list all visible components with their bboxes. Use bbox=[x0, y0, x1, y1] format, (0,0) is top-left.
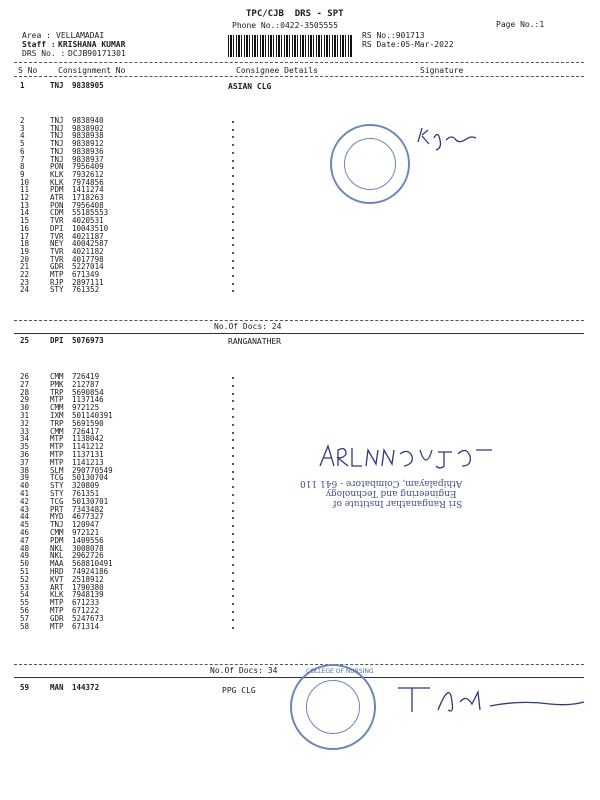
origin-code: MTP bbox=[50, 395, 64, 405]
consignment-number: 4677327 bbox=[72, 512, 104, 522]
dot-marker bbox=[232, 416, 234, 418]
serial-number: 15 bbox=[20, 216, 30, 226]
consignment-number: 1141212 bbox=[72, 442, 104, 452]
dot-marker bbox=[232, 244, 234, 246]
serial-number: 23 bbox=[20, 277, 30, 287]
consignment-number: 320809 bbox=[72, 481, 100, 491]
consignment-number: 7343482 bbox=[72, 504, 104, 514]
dot-marker bbox=[232, 486, 234, 488]
consignment-row bbox=[0, 684, 600, 692]
docs-count: No.Of Docs: 24 bbox=[214, 322, 282, 331]
dot-marker bbox=[232, 627, 234, 629]
dot-marker bbox=[232, 447, 234, 449]
dot-marker bbox=[232, 525, 234, 527]
dot-marker bbox=[232, 556, 234, 558]
origin-code: ATR bbox=[50, 193, 64, 202]
dot-marker bbox=[232, 439, 234, 441]
origin-code: IXM bbox=[50, 411, 64, 420]
dot-marker bbox=[232, 611, 234, 613]
serial-number: 24 bbox=[20, 285, 30, 295]
origin-code: MAA bbox=[50, 559, 64, 569]
dot-marker bbox=[232, 229, 234, 231]
origin-code: TVR bbox=[50, 254, 64, 264]
consignment-number: 7932612 bbox=[72, 169, 104, 179]
origin-code: GDR bbox=[50, 613, 64, 623]
origin-code: DPI bbox=[50, 223, 64, 233]
dot-marker bbox=[232, 603, 234, 605]
dot-marker bbox=[232, 471, 234, 473]
origin-code: KLK bbox=[50, 590, 64, 600]
drs-label: DRS No. : bbox=[22, 49, 66, 58]
origin-code: PDM bbox=[50, 185, 64, 195]
consignment-number: 10043510 bbox=[72, 223, 109, 233]
consignment-row bbox=[0, 286, 600, 294]
origin-code: TNJ bbox=[50, 131, 64, 141]
column-sno: S No bbox=[18, 66, 38, 75]
serial-number: 3 bbox=[20, 123, 25, 133]
nursing-seal-label: COLLEGE OF NURSING bbox=[306, 668, 374, 675]
serial-number: 46 bbox=[20, 528, 30, 537]
origin-code: TNJ bbox=[50, 520, 64, 530]
origin-code: NKL bbox=[50, 543, 64, 553]
origin-code: PON bbox=[50, 200, 64, 210]
group-divider bbox=[14, 677, 584, 678]
phone-number: Phone No.:0422-3505555 bbox=[232, 21, 338, 30]
column-consignment: Consignment No bbox=[58, 66, 126, 75]
dot-marker bbox=[232, 290, 234, 292]
dot-marker bbox=[232, 283, 234, 285]
docs-count: No.Of Docs: 34 bbox=[210, 666, 278, 675]
consignment-number: 50130701 bbox=[72, 496, 109, 506]
dot-marker bbox=[232, 267, 234, 269]
dot-marker bbox=[232, 510, 234, 512]
dot-marker bbox=[232, 393, 234, 395]
serial-number: 48 bbox=[20, 543, 30, 553]
serial-number: 22 bbox=[20, 270, 30, 279]
serial-number: 50 bbox=[20, 559, 30, 569]
dot-marker bbox=[232, 129, 234, 131]
consignment-number: 55185553 bbox=[72, 208, 109, 218]
dot-marker bbox=[232, 502, 234, 504]
serial-number: 52 bbox=[20, 574, 30, 584]
origin-code: CDM bbox=[50, 208, 64, 218]
origin-code: MTP bbox=[50, 442, 64, 452]
origin-code: PMK bbox=[50, 379, 64, 389]
dot-marker bbox=[232, 190, 234, 192]
column-signature: Signature bbox=[420, 66, 464, 75]
origin-code: TNJ bbox=[50, 81, 64, 90]
origin-code: MYD bbox=[50, 512, 64, 522]
origin-code: MTP bbox=[50, 621, 64, 631]
serial-number: 42 bbox=[20, 496, 30, 506]
dot-marker bbox=[232, 400, 234, 402]
drs-value: DCJB90171301 bbox=[68, 49, 126, 58]
consignment-number: 1137131 bbox=[72, 450, 104, 459]
consignment-number: 7974856 bbox=[72, 177, 104, 187]
serial-number: 13 bbox=[20, 200, 30, 210]
consignment-number: 7948139 bbox=[72, 590, 104, 600]
consignment-number: 4021182 bbox=[72, 246, 104, 256]
consignment-number: 1409556 bbox=[72, 535, 104, 545]
dot-marker bbox=[232, 424, 234, 426]
origin-code: PON bbox=[50, 162, 64, 172]
origin-code: TVR bbox=[50, 216, 64, 226]
consignment-row bbox=[0, 623, 600, 631]
consignment-number: 7956409 bbox=[72, 162, 104, 172]
dot-marker bbox=[232, 564, 234, 566]
dot-marker bbox=[232, 572, 234, 574]
dot-marker bbox=[232, 377, 234, 379]
origin-code: TVR bbox=[50, 231, 64, 241]
serial-number: 53 bbox=[20, 582, 30, 592]
serial-number: 31 bbox=[20, 411, 30, 420]
serial-number: 29 bbox=[20, 395, 30, 405]
origin-code: STY bbox=[50, 489, 64, 498]
origin-code: PRT bbox=[50, 504, 64, 514]
origin-code: TNJ bbox=[50, 146, 64, 156]
consignment-number: 1790380 bbox=[72, 582, 104, 592]
dot-marker bbox=[232, 221, 234, 223]
consignee-name: PPG CLG bbox=[222, 686, 256, 695]
serial-number: 35 bbox=[20, 442, 30, 452]
dot-marker bbox=[232, 463, 234, 465]
consignment-number: 5076973 bbox=[72, 336, 104, 345]
origin-code: TNJ bbox=[50, 123, 64, 133]
consignment-number: 4020531 bbox=[72, 216, 104, 226]
dot-marker bbox=[232, 213, 234, 215]
consignment-number: 9838936 bbox=[72, 146, 104, 156]
area-value: VELLAMADAI bbox=[56, 31, 105, 40]
consignment-number: 50130704 bbox=[72, 473, 109, 483]
consignment-number: 144372 bbox=[72, 683, 100, 692]
serial-number: 10 bbox=[20, 177, 30, 187]
origin-code: PDM bbox=[50, 535, 64, 545]
consignee-name: ASIAN CLG bbox=[228, 82, 272, 91]
barcode-image bbox=[228, 35, 352, 57]
serial-number: 8 bbox=[20, 162, 25, 172]
consignment-number: 1718263 bbox=[72, 193, 104, 202]
sheet-title: TPC/CJB DRS - SPT bbox=[246, 9, 344, 19]
serial-number: 2 bbox=[20, 116, 25, 125]
dot-marker bbox=[232, 408, 234, 410]
origin-code: CMM bbox=[50, 372, 64, 381]
serial-number: 49 bbox=[20, 551, 30, 561]
serial-number: 1 bbox=[20, 81, 25, 90]
consignment-number: 4017798 bbox=[72, 254, 104, 264]
consignment-number: 9838940 bbox=[72, 116, 104, 125]
dot-marker bbox=[232, 385, 234, 387]
consignment-number: 671222 bbox=[72, 606, 100, 615]
serial-number: 34 bbox=[20, 434, 30, 444]
consignment-number: 7956408 bbox=[72, 200, 104, 210]
serial-number: 27 bbox=[20, 379, 30, 389]
origin-code: DPI bbox=[50, 336, 64, 345]
serial-number: 26 bbox=[20, 372, 30, 381]
serial-number: 38 bbox=[20, 465, 30, 475]
dot-marker bbox=[232, 260, 234, 262]
origin-code: STY bbox=[50, 285, 64, 295]
dot-marker bbox=[232, 494, 234, 496]
column-consignee: Consignee Details bbox=[236, 66, 318, 75]
serial-number: 12 bbox=[20, 193, 30, 202]
origin-code: MTP bbox=[50, 598, 64, 608]
origin-code: MTP bbox=[50, 434, 64, 444]
serial-number: 43 bbox=[20, 504, 30, 514]
serial-number: 6 bbox=[20, 146, 25, 156]
origin-code: ART bbox=[50, 582, 64, 592]
serial-number: 58 bbox=[20, 621, 30, 631]
consignment-number: 212787 bbox=[72, 379, 100, 389]
dot-marker bbox=[232, 183, 234, 185]
consignment-number: 4021187 bbox=[72, 231, 104, 241]
consignment-number: 5691590 bbox=[72, 418, 104, 428]
origin-code: TRP bbox=[50, 387, 64, 397]
dot-marker bbox=[232, 517, 234, 519]
consignment-number: 1137146 bbox=[72, 395, 104, 405]
consignment-number: 726417 bbox=[72, 426, 100, 436]
serial-number: 20 bbox=[20, 254, 30, 264]
serial-number: 30 bbox=[20, 403, 30, 413]
consignment-number: 3008078 bbox=[72, 543, 104, 553]
group-divider bbox=[14, 333, 584, 334]
dot-marker bbox=[232, 144, 234, 146]
serial-number: 32 bbox=[20, 418, 30, 428]
origin-code: KLK bbox=[50, 177, 64, 187]
consignment-row bbox=[0, 337, 600, 345]
dot-marker bbox=[232, 588, 234, 590]
serial-number: 36 bbox=[20, 450, 30, 459]
origin-code: NEY bbox=[50, 239, 64, 249]
serial-number: 25 bbox=[20, 336, 30, 345]
origin-code: TNJ bbox=[50, 139, 64, 149]
serial-number: 11 bbox=[20, 185, 30, 195]
consignee-name: RANGANATHER bbox=[228, 337, 281, 346]
origin-code: CMM bbox=[50, 403, 64, 413]
mirrored-institute-stamp: Sri Ranganathar Institute of Engineering and Technology Athipalayam, Coimbatore - 641 110 bbox=[300, 478, 463, 508]
dot-marker bbox=[232, 160, 234, 162]
dot-marker bbox=[232, 152, 234, 154]
origin-code: SLM bbox=[50, 465, 64, 475]
consignment-number: 9838905 bbox=[72, 81, 104, 90]
origin-code: CMM bbox=[50, 528, 64, 537]
dot-marker bbox=[232, 595, 234, 597]
origin-code: STY bbox=[50, 481, 64, 491]
consignment-number: 9838902 bbox=[72, 123, 104, 133]
origin-code: RJP bbox=[50, 277, 64, 287]
serial-number: 14 bbox=[20, 208, 30, 218]
serial-number: 44 bbox=[20, 512, 30, 522]
serial-number: 9 bbox=[20, 169, 25, 179]
origin-code: TVR bbox=[50, 246, 64, 256]
serial-number: 54 bbox=[20, 590, 30, 600]
header-divider bbox=[14, 62, 584, 63]
dot-marker bbox=[232, 619, 234, 621]
group-divider bbox=[14, 320, 584, 321]
consignment-number: 9838912 bbox=[72, 139, 104, 149]
origin-code: TCG bbox=[50, 473, 64, 483]
rs-date: RS Date:05-Mar-2022 bbox=[362, 40, 454, 49]
serial-number: 5 bbox=[20, 139, 25, 149]
serial-number: 47 bbox=[20, 535, 30, 545]
consignment-number: 972125 bbox=[72, 403, 100, 413]
serial-number: 57 bbox=[20, 613, 30, 623]
serial-number: 18 bbox=[20, 239, 30, 249]
dot-marker bbox=[232, 167, 234, 169]
consignment-number: 5227014 bbox=[72, 262, 104, 272]
dot-marker bbox=[232, 198, 234, 200]
origin-code: CMM bbox=[50, 426, 64, 436]
serial-number: 39 bbox=[20, 473, 30, 483]
consignment-number: 501140391 bbox=[72, 411, 113, 420]
column-header-divider bbox=[14, 76, 584, 77]
serial-number: 56 bbox=[20, 606, 30, 615]
dot-marker bbox=[232, 541, 234, 543]
dot-marker bbox=[232, 206, 234, 208]
dot-marker bbox=[232, 478, 234, 480]
origin-code: MTP bbox=[50, 450, 64, 459]
serial-number: 16 bbox=[20, 223, 30, 233]
serial-number: 37 bbox=[20, 457, 30, 467]
dot-marker bbox=[232, 136, 234, 138]
consignment-number: 74924186 bbox=[72, 567, 109, 576]
serial-number: 45 bbox=[20, 520, 30, 530]
serial-number: 28 bbox=[20, 387, 30, 397]
page-number: Page No.:1 bbox=[496, 20, 545, 29]
staff-label: Staff : bbox=[22, 40, 56, 49]
serial-number: 40 bbox=[20, 481, 30, 491]
consignment-number: 1411274 bbox=[72, 185, 104, 195]
origin-code: KVT bbox=[50, 574, 64, 584]
dot-marker bbox=[232, 533, 234, 535]
rs-number: RS No.:901713 bbox=[362, 31, 425, 40]
dot-marker bbox=[232, 455, 234, 457]
serial-number: 7 bbox=[20, 154, 25, 164]
serial-number: 17 bbox=[20, 231, 30, 241]
area-label: Area : bbox=[22, 31, 51, 40]
serial-number: 59 bbox=[20, 683, 30, 692]
origin-code: KLK bbox=[50, 169, 64, 179]
consignment-number: 568810491 bbox=[72, 559, 113, 569]
dot-marker bbox=[232, 237, 234, 239]
consignment-number: 120947 bbox=[72, 520, 100, 530]
dot-marker bbox=[232, 252, 234, 254]
dot-marker bbox=[232, 580, 234, 582]
consignment-number: 5690854 bbox=[72, 387, 104, 397]
consignment-number: 761352 bbox=[72, 285, 100, 295]
origin-code: MTP bbox=[50, 270, 64, 279]
dot-marker bbox=[232, 121, 234, 123]
consignment-number: 1138042 bbox=[72, 434, 104, 444]
origin-code: HRD bbox=[50, 567, 64, 576]
serial-number: 55 bbox=[20, 598, 30, 608]
origin-code: TCG bbox=[50, 496, 64, 506]
origin-code: TRP bbox=[50, 418, 64, 428]
consignment-number: 2897111 bbox=[72, 277, 104, 287]
consignment-number: 671349 bbox=[72, 270, 100, 279]
consignment-number: 2962726 bbox=[72, 551, 104, 561]
consignment-number: 9838938 bbox=[72, 131, 104, 141]
serial-number: 51 bbox=[20, 567, 30, 576]
serial-number: 41 bbox=[20, 489, 30, 498]
consignment-number: 761351 bbox=[72, 489, 100, 498]
consignment-number: 972121 bbox=[72, 528, 100, 537]
dot-marker bbox=[232, 275, 234, 277]
consignment-number: 290770549 bbox=[72, 465, 113, 475]
serial-number: 4 bbox=[20, 131, 25, 141]
serial-number: 33 bbox=[20, 426, 30, 436]
serial-number: 21 bbox=[20, 262, 30, 272]
origin-code: NKL bbox=[50, 551, 64, 561]
origin-code: MAN bbox=[50, 683, 64, 692]
consignment-number: 671314 bbox=[72, 621, 100, 631]
origin-code: MTP bbox=[50, 606, 64, 615]
consignment-number: 726419 bbox=[72, 372, 100, 381]
staff-value: KRISHANA KUMAR bbox=[58, 40, 126, 49]
consignment-number: 671233 bbox=[72, 598, 100, 608]
consignment-row bbox=[0, 82, 600, 90]
consignment-number: 1141213 bbox=[72, 457, 104, 467]
nursing-college-seal bbox=[290, 664, 376, 750]
origin-code: TNJ bbox=[50, 154, 64, 164]
group-divider bbox=[14, 664, 584, 665]
consignment-number: 9838937 bbox=[72, 154, 104, 164]
consignment-number: 5247673 bbox=[72, 613, 104, 623]
origin-code: MTP bbox=[50, 457, 64, 467]
dot-marker bbox=[232, 432, 234, 434]
origin-code: TNJ bbox=[50, 116, 64, 125]
origin-code: GDR bbox=[50, 262, 64, 272]
consignment-number: 40042587 bbox=[72, 239, 109, 249]
dot-marker bbox=[232, 549, 234, 551]
serial-number: 19 bbox=[20, 246, 30, 256]
consignment-number: 2518912 bbox=[72, 574, 104, 584]
dot-marker bbox=[232, 175, 234, 177]
